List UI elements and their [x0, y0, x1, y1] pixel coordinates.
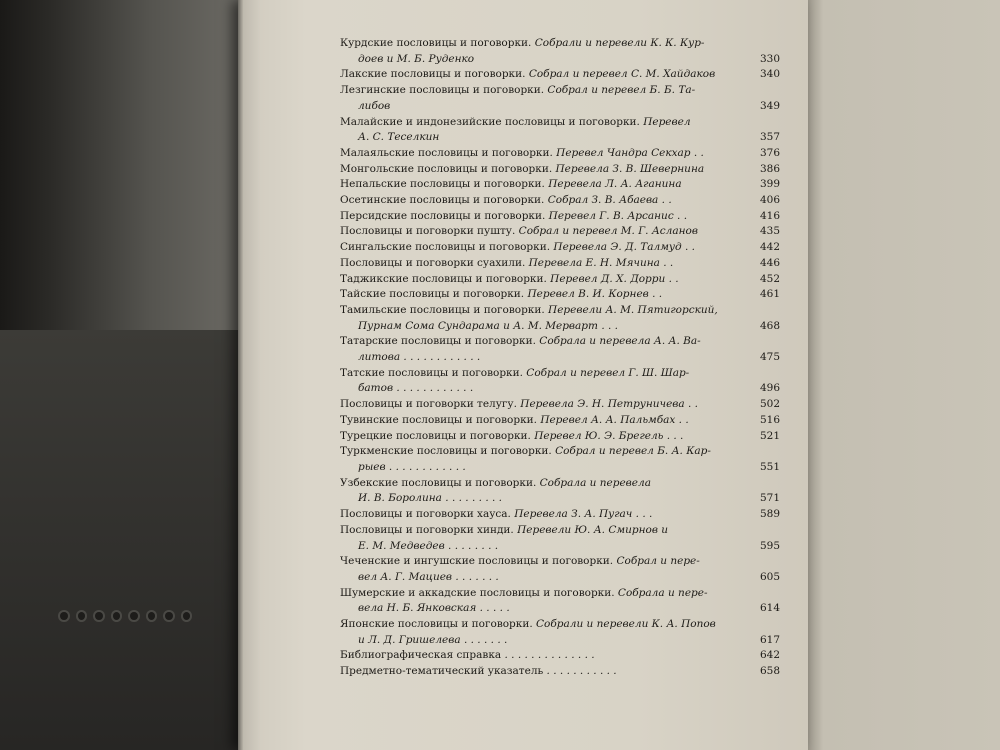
toc-entry-credit: Перевела Э. Д. Талмуд . .: [553, 241, 695, 254]
toc-entry: [340, 664, 780, 680]
toc-entry: [340, 397, 780, 413]
toc-entry-line: [340, 397, 780, 413]
toc-entry-continuation: вел А. Г. Мациев . . . . . . .: [358, 570, 499, 583]
toc-entry: [340, 413, 780, 429]
toc-entry-title: Предметно-тематический указатель: [340, 665, 544, 678]
toc-entry-credit: Собрала и перевела: [539, 476, 651, 489]
toc-entry-page-number: 658: [759, 665, 780, 678]
toc-entry-credit: Перевел Г. В. Арсанис . .: [548, 209, 688, 222]
toc-entry-credit: Перевел Ю. Э. Брегель . . .: [534, 429, 684, 442]
toc-entry: [340, 67, 780, 83]
toc-entry-line: [340, 115, 780, 131]
toc-entry-line: [340, 83, 780, 99]
toc-entry-page-number: 571: [759, 492, 780, 505]
toc-entry-title: Татарские пословицы и поговорки.: [340, 335, 536, 348]
toc-entry: [340, 256, 780, 272]
toc-entry-line: [340, 664, 780, 680]
toc-entry-credit: . . . . . . . . . . .: [546, 665, 617, 678]
toc-entry-continuation: либов: [358, 99, 391, 112]
toc-entry-continuation: литова . . . . . . . . . . . .: [358, 351, 481, 364]
toc-entry-title: Тамильские пословицы и поговорки.: [340, 303, 545, 316]
toc-entry-page-number: 551: [759, 460, 780, 473]
toc-entry-credit: Собрал и перевел Б. А. Кар-: [555, 445, 711, 458]
toc-entry: [340, 523, 780, 554]
toc-entry: [340, 272, 780, 288]
toc-entry-continuation: вела Н. Б. Янковская . . . . .: [358, 602, 510, 615]
toc-entry: [340, 115, 780, 146]
toc-entry-line: [340, 586, 780, 602]
toc-entry: [340, 507, 780, 523]
toc-entry-line: [340, 617, 780, 633]
toc-entry-page-number: 595: [759, 539, 780, 552]
toc-entry-continuation: А. С. Теселкин: [358, 131, 440, 144]
toc-entry: [340, 146, 780, 162]
toc-entry: [340, 444, 780, 475]
toc-entry-page-number: 475: [759, 351, 780, 364]
toc-entry-title: Пословицы и поговорки телугу.: [340, 398, 517, 411]
toc-entry-title: Персидские пословицы и поговорки.: [340, 209, 546, 222]
toc-entry-line: [340, 146, 780, 162]
toc-entry-page-number: 349: [759, 99, 780, 112]
toc-entry-title: Лезгинские пословицы и поговорки.: [340, 84, 545, 97]
toc-entry: [340, 36, 780, 67]
toc-entry-title: Турецкие пословицы и поговорки.: [340, 429, 531, 442]
page-gutter-edge: [238, 0, 244, 750]
toc-entry-page-number: 399: [759, 178, 780, 191]
toc-entry-title: Туркменские пословицы и поговорки.: [340, 445, 552, 458]
toc-entry-credit: Перевела Л. А. Аганина: [548, 178, 682, 191]
toc-entry-page-number: 406: [759, 194, 780, 207]
toc-entry-page-number: 386: [759, 162, 780, 175]
toc-entry-continuation: И. В. Боролина . . . . . . . . .: [358, 492, 503, 505]
toc-entry: [340, 554, 780, 585]
toc-entry-title: Малайские и индонезийские пословицы и поговорки.: [340, 115, 640, 128]
toc-entry-line: [340, 240, 780, 256]
toc-entry: [340, 366, 780, 397]
toc-entry-page-number: 516: [759, 413, 780, 426]
toc-entry-title: Курдские пословицы и поговорки.: [340, 37, 532, 49]
toc-entry: [340, 162, 780, 178]
toc-entry-line: [340, 209, 780, 225]
toc-entry-line: [340, 287, 780, 303]
toc-entry-title: Узбекские пословицы и поговорки.: [340, 476, 537, 489]
toc-entry-credit: Собрал и перевел Г. Ш. Шар-: [526, 366, 690, 379]
toc-entry-page-number: 416: [759, 209, 780, 222]
toc-entry-credit: Собрал З. В. Абаева . .: [547, 194, 672, 207]
toc-entry-continuation: Пурнам Сома Сундарама и А. М. Мерварт . . .: [358, 319, 619, 332]
toc-entry-line: [340, 334, 780, 350]
toc-entry-title: Тайские пословицы и поговорки.: [340, 288, 525, 301]
toc-entry-credit: Перевела З. В. Шевернина: [555, 162, 705, 175]
toc-entry-page-number: 376: [759, 146, 780, 159]
toc-entry-title: Сингальские пословицы и поговорки.: [340, 241, 551, 254]
toc-entry-credit: Перевел Чандра Секхар . .: [556, 146, 704, 159]
toc-entry-credit: Собрал и перевел Б. Б. Та-: [547, 84, 696, 97]
toc-entry-title: Монгольские пословицы и поговорки.: [340, 162, 553, 175]
toc-entry-page-number: 617: [759, 633, 780, 646]
toc-entry-line: [340, 177, 780, 193]
toc-entry-line: [340, 303, 780, 319]
toc-entry-credit: . . . . . . . . . . . . . .: [504, 649, 595, 662]
toc-entry-page-number: 589: [759, 508, 780, 521]
toc-entry-credit: Перевел: [643, 115, 691, 128]
toc-entry-credit: Перевела З. А. Пугач . . .: [514, 508, 653, 521]
facing-page: [808, 0, 1000, 750]
toc-entry-title: Тувинские пословицы и поговорки.: [340, 413, 537, 426]
toc-entry-credit: Перевела Е. Н. Мячина . .: [528, 256, 674, 269]
toc-entry-page-number: 452: [759, 272, 780, 285]
toc-entry-credit: Собрал и перевел М. Г. Асланов: [518, 225, 698, 238]
toc-entry: [340, 83, 780, 114]
toc-entry-title: Чеченские и ингушские пословицы и поговорки.: [340, 555, 614, 568]
toc-entry-page-number: 330: [759, 52, 780, 65]
toc-entry-line: [340, 366, 780, 382]
perforation-holes: [60, 612, 190, 626]
toc-entry-credit: Собрали и перевели К. А. Попов: [536, 618, 716, 631]
toc-entry-page-number: 642: [759, 649, 780, 662]
toc-entry-title: Таджикские пословицы и поговорки.: [340, 272, 547, 285]
toc-entry-line: [340, 648, 780, 664]
toc-entry: [340, 476, 780, 507]
toc-entry: [340, 193, 780, 209]
toc-entry-line: [340, 476, 780, 492]
toc-entry-page-number: 614: [759, 602, 780, 615]
toc-entry-page-number: 605: [759, 570, 780, 583]
toc-entry-line: [340, 36, 780, 52]
toc-entry-page-number: 357: [759, 131, 780, 144]
toc-entry-continuation: батов . . . . . . . . . . . .: [358, 382, 474, 395]
background-sheet-lower: [0, 330, 240, 750]
toc-entry-line: [340, 507, 780, 523]
toc-entry-credit: Собрала и пере-: [617, 586, 708, 599]
toc-entry-page-number: 435: [759, 225, 780, 238]
toc-entry-title: Осетинские пословицы и поговорки.: [340, 194, 545, 207]
toc-entry-title: Малаяльские пословицы и поговорки.: [340, 146, 553, 159]
toc-entry: [340, 303, 780, 334]
toc-entry-line: [340, 429, 780, 445]
toc-entry: [340, 177, 780, 193]
toc-entry-title: Татские пословицы и поговорки.: [340, 366, 523, 379]
toc-entry-line: [340, 444, 780, 460]
toc-entry-page-number: 468: [759, 319, 780, 332]
toc-entry-title: Пословицы и поговорки хинди.: [340, 523, 514, 536]
toc-entry: [340, 287, 780, 303]
toc-entry-page-number: 461: [759, 288, 780, 301]
toc-entry-credit: Перевела Э. Н. Петруничева . .: [520, 398, 699, 411]
toc-entry-credit: Перевели Ю. А. Смирнов и: [517, 523, 669, 536]
toc-entry-title: Непальские пословицы и поговорки.: [340, 178, 545, 191]
toc-entry-line: [340, 554, 780, 570]
toc-entry-title: Шумерские и аккадские пословицы и поговорки.: [340, 586, 615, 599]
toc-entry-page-number: 496: [759, 382, 780, 395]
toc-entry-page-number: 502: [759, 398, 780, 411]
toc-entry: [340, 586, 780, 617]
toc-entry-title: Японские пословицы и поговорки.: [340, 618, 533, 631]
toc-entry-line: [340, 224, 780, 240]
toc-entry-line: [340, 193, 780, 209]
toc-entry: [340, 209, 780, 225]
toc-entry-credit: Перевели А. М. Пятигорский,: [548, 303, 718, 316]
toc-entry-title: Пословицы и поговорки пушту.: [340, 225, 516, 238]
toc-entry-title: Библиографическая справка: [340, 649, 502, 662]
toc-entry: [340, 617, 780, 648]
toc-entry-credit: Собрал и пере-: [616, 555, 700, 568]
toc-entry: [340, 429, 780, 445]
toc-entry-line: [340, 272, 780, 288]
toc-entry-page-number: 446: [759, 256, 780, 269]
toc-entry-page-number: 442: [759, 241, 780, 254]
toc-entry: [340, 334, 780, 365]
toc-entry-credit: Перевел В. И. Корнев . .: [527, 288, 663, 301]
toc-entry-credit: Собрали и перевели К. К. Кур-: [534, 37, 705, 49]
toc-entry-page-number: 521: [759, 429, 780, 442]
toc-entry: [340, 240, 780, 256]
toc-entry-credit: Собрал и перевел С. М. Хайдаков: [528, 68, 716, 81]
toc-entry-line: [340, 67, 780, 83]
toc-entry-title: Лакские пословицы и поговорки.: [340, 68, 526, 81]
toc-entry-line: [340, 256, 780, 272]
toc-entry: [340, 648, 780, 664]
toc-entry-credit: Перевел Д. Х. Дорри . .: [550, 272, 679, 285]
toc-entry-continuation: и Л. Д. Гришелева . . . . . . .: [358, 633, 508, 646]
toc-entry-continuation: рыев . . . . . . . . . . . .: [358, 460, 466, 473]
toc-entry-title: Пословицы и поговорки суахили.: [340, 256, 526, 269]
toc-entry-page-number: 340: [759, 68, 780, 81]
table-of-contents: [340, 36, 780, 680]
toc-entry-continuation: доев и М. Б. Руденко: [358, 52, 475, 65]
toc-entry-continuation: Е. М. Медведев . . . . . . . .: [358, 539, 499, 552]
toc-entry-credit: Собрала и перевела А. А. Ва-: [539, 335, 701, 348]
toc-entry: [340, 224, 780, 240]
toc-entry-line: [340, 162, 780, 178]
toc-entry-title: Пословицы и поговорки хауса.: [340, 508, 511, 521]
toc-entry-credit: Перевел А. А. Пальмбах . .: [540, 413, 689, 426]
toc-entry-line: [340, 413, 780, 429]
toc-entry-line: [340, 523, 780, 539]
